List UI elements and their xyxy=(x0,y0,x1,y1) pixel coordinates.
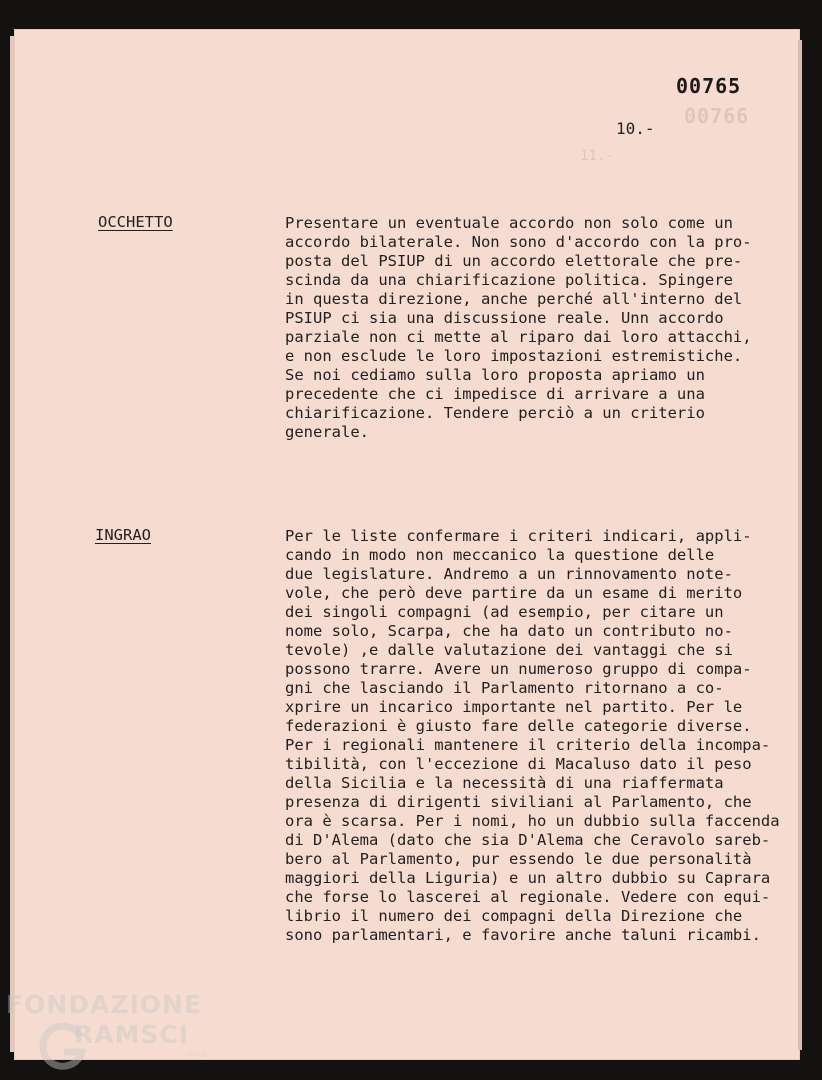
archive-stamp-number: 00765 xyxy=(676,74,742,98)
watermark-onlus: onlus xyxy=(186,1050,208,1059)
speech-occhetto: Presentare un eventuale accordo non solo come un accordo bilaterale. Non sono d'accordo con la pro- posta del PSIUP di un accordo elettorale che pre- scinda da una chiarificazione politica. Spingere in questa direzione, anche perché all'interno del PSIUP ci sia una discussione reale. Unn accordo parziale non ci mette al riparo dai loro attacchi, e non esclude le loro impostazioni estremistiche. Se noi cediamo sulla loro proposta apriamo un precedente che ci impedisce di arrivare a una chiarificazione. Tendere perciò a un criterio generale. xyxy=(285,214,752,441)
bleed-through-stamp: 00766 xyxy=(684,104,750,128)
page-right-edge xyxy=(798,40,802,1050)
speaker-ingrao: INGRAO xyxy=(95,526,151,544)
fondazione-gramsci-watermark xyxy=(4,990,208,1070)
watermark-line2: RAMSCI xyxy=(74,1020,190,1049)
bleed-through-page-number: 11.- xyxy=(580,148,614,164)
watermark-line1: FONDAZIONE xyxy=(6,990,203,1019)
speaker-occhetto: OCCHETTO xyxy=(98,213,173,231)
page-number: 10.- xyxy=(616,119,655,138)
speech-ingrao: Per le liste confermare i criteri indicari, appli- cando in modo non meccanico la questione delle due legislature. Andremo a un rinnovamento note- vole, che però deve partire da un esame di merito dei singoli compagni (ad esempio, per citare un nome solo, Scarpa, che ha dato un contributo no- tevole) ,e dalle valutazione dei vantaggi che si possono trarre. Avere un numeroso gruppo di compa- gni che lasciando il Parlamento ritornano a co- xprire un incarico importante nel partito. Per le federazioni è giusto fare delle categorie diverse. Per i regionali mantenere il criterio della incompa- tibilità, con l'eccezione di Macaluso dato il peso della Sicilia e la necessità di una riaffermata presenza di dirigenti siviliani al Parlamento, che ora è scarsa. Per i nomi, ho un dubbio sulla faccenda di D'Alema (dato che sia D'Alema che Ceravolo sareb- bero al Parlamento, pur essendo le due personalità maggiori della Liguria) e un altro dubbio su Caprara che forse lo lascerei al regionale. Vedere con equi- librio il numero dei compagni della Direzione che sono parlamentari, e favorire anche taluni ricambi. xyxy=(285,527,780,944)
